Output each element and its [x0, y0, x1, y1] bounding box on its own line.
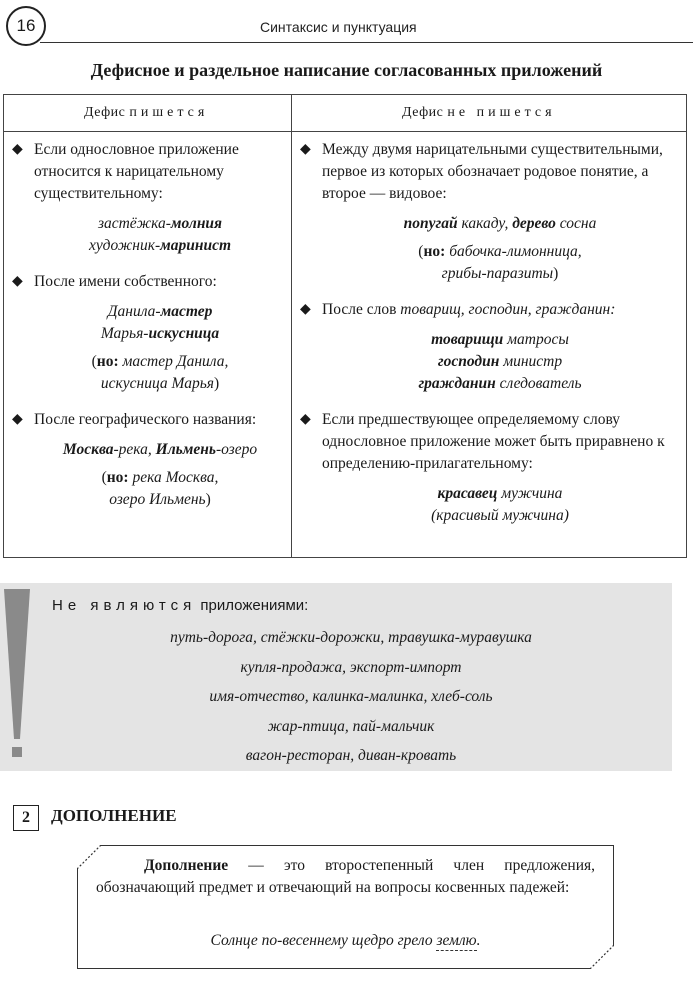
header-divider [40, 42, 693, 43]
column-divider [291, 95, 292, 557]
definition-example: Солнце по-весеннему щедро грело землю. [210, 932, 481, 949]
object-underlined: землю [436, 932, 477, 949]
example: Данила-мастер Марья-искусница [100, 303, 220, 342]
examples-list [40, 623, 662, 771]
rule-text: Если предшествующее определяемому слову однословное приложение может быть приравнено к определению-прилагательному: [322, 411, 665, 472]
diamond-bullet-icon: ◆ [300, 302, 311, 317]
exception-note: (но: река Москва, озеро Ильмень) [101, 469, 219, 508]
rule-item [300, 409, 678, 527]
box-heading: Не являются приложениями: [52, 597, 309, 614]
not-appositions-box [0, 583, 672, 771]
rule-item [300, 139, 678, 285]
list-item: жар-птица, пай-мальчик [267, 717, 435, 735]
rule-item [300, 299, 678, 395]
example: застёжка-молния художник-маринист [88, 215, 232, 254]
column-header-no-hyphen: Дефис не пишется [402, 105, 556, 120]
section-number: 2 [13, 805, 39, 831]
no-hyphen-column [300, 139, 678, 541]
running-title: Синтаксис и пунктуация [260, 19, 417, 35]
definition-text: Дополнение — это второстепенный член предложения, обозначающий предмет и отвечающий на вопросы косвенных падежей: [96, 857, 595, 896]
column-header-hyphen: Дефис пишется [84, 105, 209, 120]
rule-text: После слов товарищ, господин, гражданин: [322, 301, 616, 318]
diamond-bullet-icon: ◆ [12, 274, 23, 289]
list-item: вагон-ресторан, диван-кровать [245, 747, 457, 764]
exclamation-icon [4, 589, 30, 759]
rule-text: После имени собственного: [34, 273, 217, 290]
diamond-bullet-icon: ◆ [12, 412, 23, 427]
example: попугай какаду, дерево сосна [403, 215, 597, 232]
rules-table [3, 94, 687, 558]
definition-box [77, 845, 614, 969]
list-item: имя-отчество, калинка-малинка, хлеб-соль [209, 688, 493, 705]
rule-text: Между двумя нарицательными существительными, первое из которых обозначает родовое понятие, а второе — видовое: [322, 141, 663, 202]
rule-item [12, 409, 286, 511]
rule-text: После географического названия: [34, 411, 257, 428]
rule-item [12, 139, 286, 257]
section-title: Дефисное и раздельное написание согласованных приложений [90, 60, 603, 80]
diamond-bullet-icon: ◆ [300, 142, 311, 157]
page-number: 16 [6, 6, 46, 46]
rule-item [12, 271, 286, 395]
list-item: купля-продажа, экспорт-импорт [240, 658, 462, 676]
diamond-bullet-icon: ◆ [12, 142, 23, 157]
hyphen-column [12, 139, 286, 525]
section-heading-text: ДОПОЛНЕНИЕ [51, 806, 177, 825]
exception-note: (но: мастер Данила, искусница Марья) [91, 353, 229, 392]
list-item: путь-дорога, стёжки-дорожки, травушка-муравушка [170, 629, 532, 646]
exception-note: (но: бабочка-лимонница, грибы-паразиты) [418, 243, 582, 282]
diamond-bullet-icon: ◆ [300, 412, 311, 427]
page-header [0, 0, 693, 46]
example: товарищи матросы господин министр гражданин следователь [418, 331, 582, 392]
example: Москва-река, Ильмень-озеро [62, 441, 258, 458]
table-header-row [4, 95, 686, 132]
rule-text: Если однословное приложение относится к нарицательному существительному: [34, 141, 239, 202]
example: красавец мужчина (красивый мужчина) [431, 485, 569, 524]
